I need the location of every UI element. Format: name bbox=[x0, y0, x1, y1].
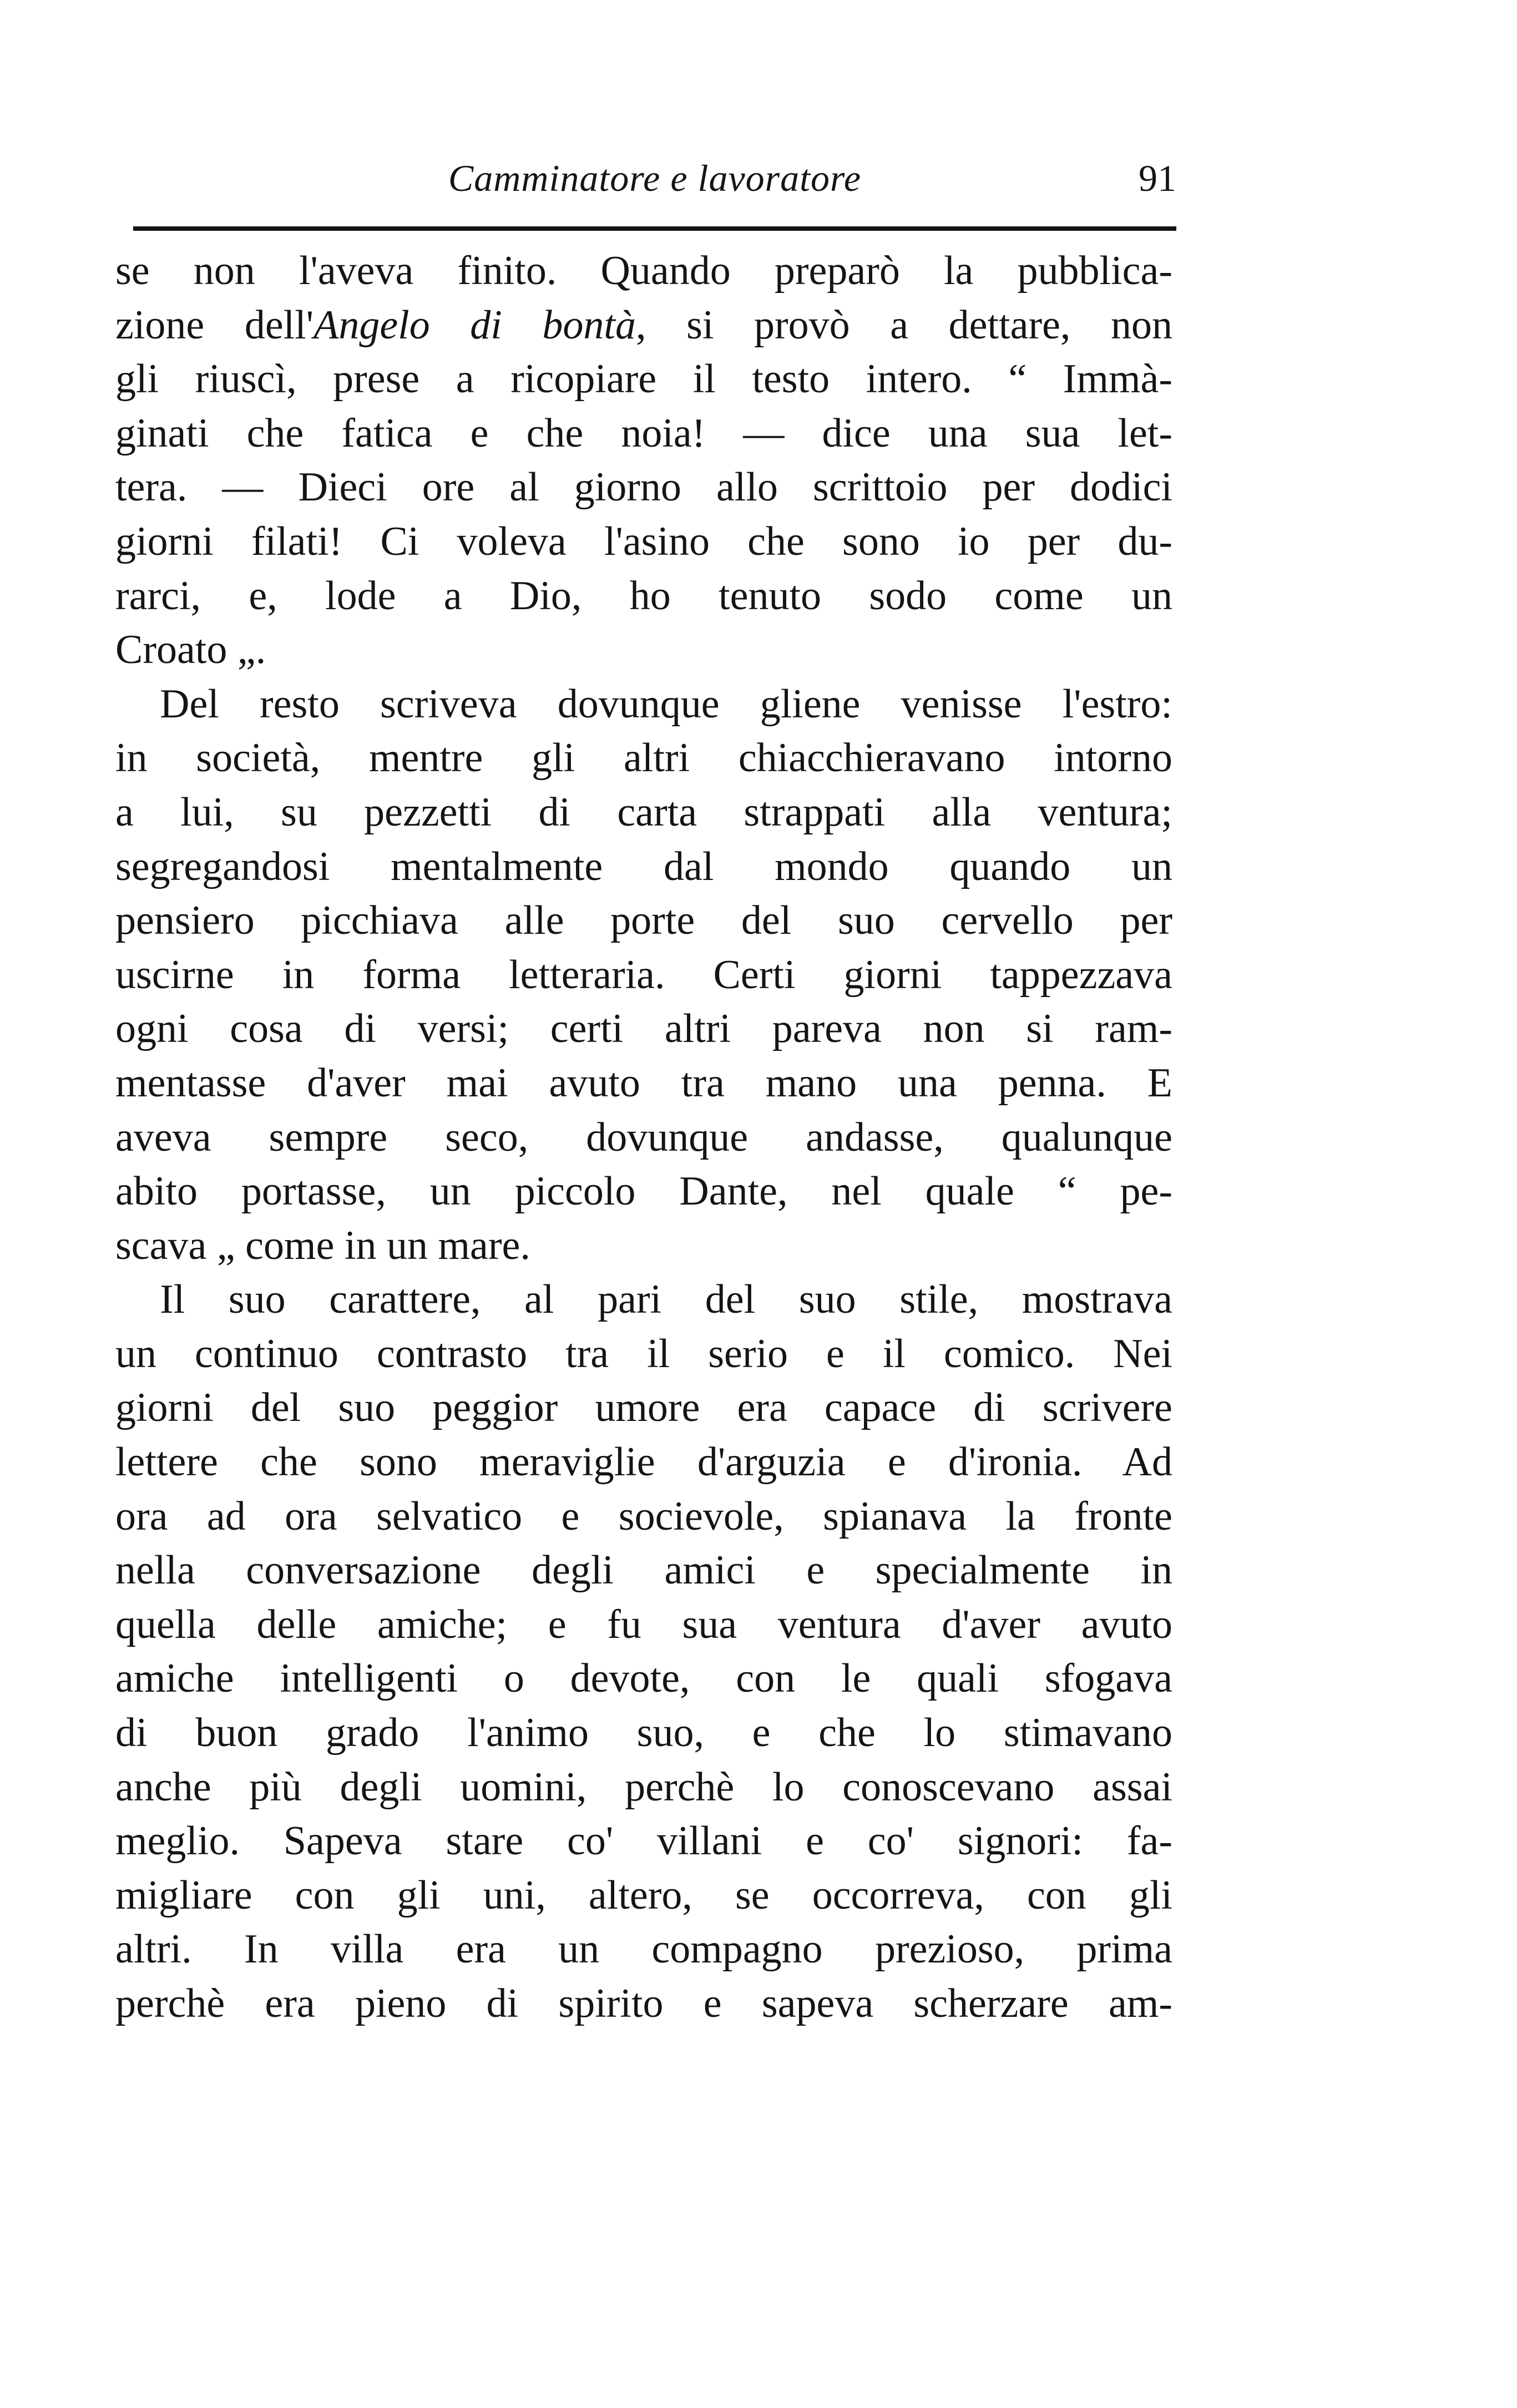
text-line: Croato „. bbox=[115, 627, 266, 673]
book-title: Angelo di bontà bbox=[313, 302, 636, 348]
text-line: scava „ come in un mare. bbox=[115, 1222, 530, 1268]
text-line: in società, mentre gli altri chiacchieravano intorno bbox=[115, 735, 1172, 781]
text-line: tera. — Dieci ore al giorno allo scrittoio per dodici bbox=[115, 464, 1172, 510]
text-line: un continuo contrasto tra il serio e il comico. Nei bbox=[115, 1331, 1172, 1377]
text-line: perchè era pieno di spirito e sapeva scherzare am- bbox=[115, 1981, 1172, 2026]
text-line: amiche intelligenti o devote, con le quali sfogava bbox=[115, 1656, 1172, 1702]
paragraph bbox=[115, 677, 1172, 1273]
text-line: anche più degli uomini, perchè lo conoscevano assai bbox=[115, 1764, 1172, 1810]
running-title: Camminatore e lavoratore bbox=[448, 157, 862, 199]
text-line: ora ad ora selvatico e socievole, spianava la fronte bbox=[115, 1493, 1172, 1539]
text-line: a lui, su pezzetti di carta strappati alla ventura; bbox=[115, 789, 1172, 835]
text-line: mentasse d'aver mai avuto tra mano una penna. E bbox=[115, 1060, 1172, 1106]
text-line: Il suo carattere, al pari del suo stile, mostrava bbox=[160, 1277, 1172, 1323]
text-line: rarci, e, lode a Dio, ho tenuto sodo come un bbox=[115, 573, 1172, 619]
text-line: meglio. Sapeva stare co' villani e co' signori: fa- bbox=[115, 1818, 1172, 1864]
text-line: ogni cosa di versi; certi altri pareva non si ram- bbox=[115, 1006, 1172, 1052]
text-line: se non l'aveva finito. Quando preparò la pubblica- bbox=[115, 248, 1172, 294]
body-text bbox=[115, 244, 1172, 2031]
text-line: pensiero picchiava alle porte del suo cervello per bbox=[115, 898, 1172, 944]
text-line: quella delle amiche; e fu sua ventura d'aver avuto bbox=[115, 1601, 1172, 1647]
paragraph bbox=[115, 1273, 1172, 2031]
paragraph bbox=[115, 244, 1172, 677]
text-line: nella conversazione degli amici e specialmente in bbox=[115, 1547, 1172, 1593]
text-line: uscirne in forma letteraria. Certi giorni tappezzava bbox=[115, 952, 1172, 998]
page-number: 91 bbox=[1139, 157, 1176, 199]
text-line: altri. In villa era un compagno prezioso, prima bbox=[115, 1926, 1172, 1972]
text-line: abito portasse, un piccolo Dante, nel quale “ pe- bbox=[115, 1168, 1172, 1215]
text-run: zione dell' bbox=[115, 302, 314, 348]
text-line: lettere che sono meraviglie d'arguzia e d'ironia. Ad bbox=[115, 1439, 1172, 1485]
page-header bbox=[133, 145, 1176, 212]
text-line: aveva sempre seco, dovunque andasse, qualunque bbox=[115, 1114, 1172, 1160]
text-line: ginati che fatica e che noia! — dice una sua let- bbox=[115, 410, 1172, 456]
text-line: migliare con gli uni, altero, se occorreva, con gli bbox=[115, 1872, 1172, 1918]
text-line: Del resto scriveva dovunque gliene venisse l'estro: bbox=[160, 681, 1172, 727]
header-rule bbox=[133, 226, 1176, 231]
text-line bbox=[115, 299, 1172, 353]
text-line: di buon grado l'animo suo, e che lo stimavano bbox=[115, 1710, 1172, 1756]
text-line: segregandosi mentalmente dal mondo quando un bbox=[115, 843, 1172, 889]
text-line: giorni del suo peggior umore era capace di scrivere bbox=[115, 1385, 1172, 1431]
text-line: giorni filati! Ci voleva l'asino che sono io per du- bbox=[115, 518, 1172, 564]
text-line: gli riuscì, prese a ricopiare il testo intero. “ Immà- bbox=[115, 356, 1172, 402]
text-run: , si provò a dettare, non bbox=[636, 302, 1173, 348]
